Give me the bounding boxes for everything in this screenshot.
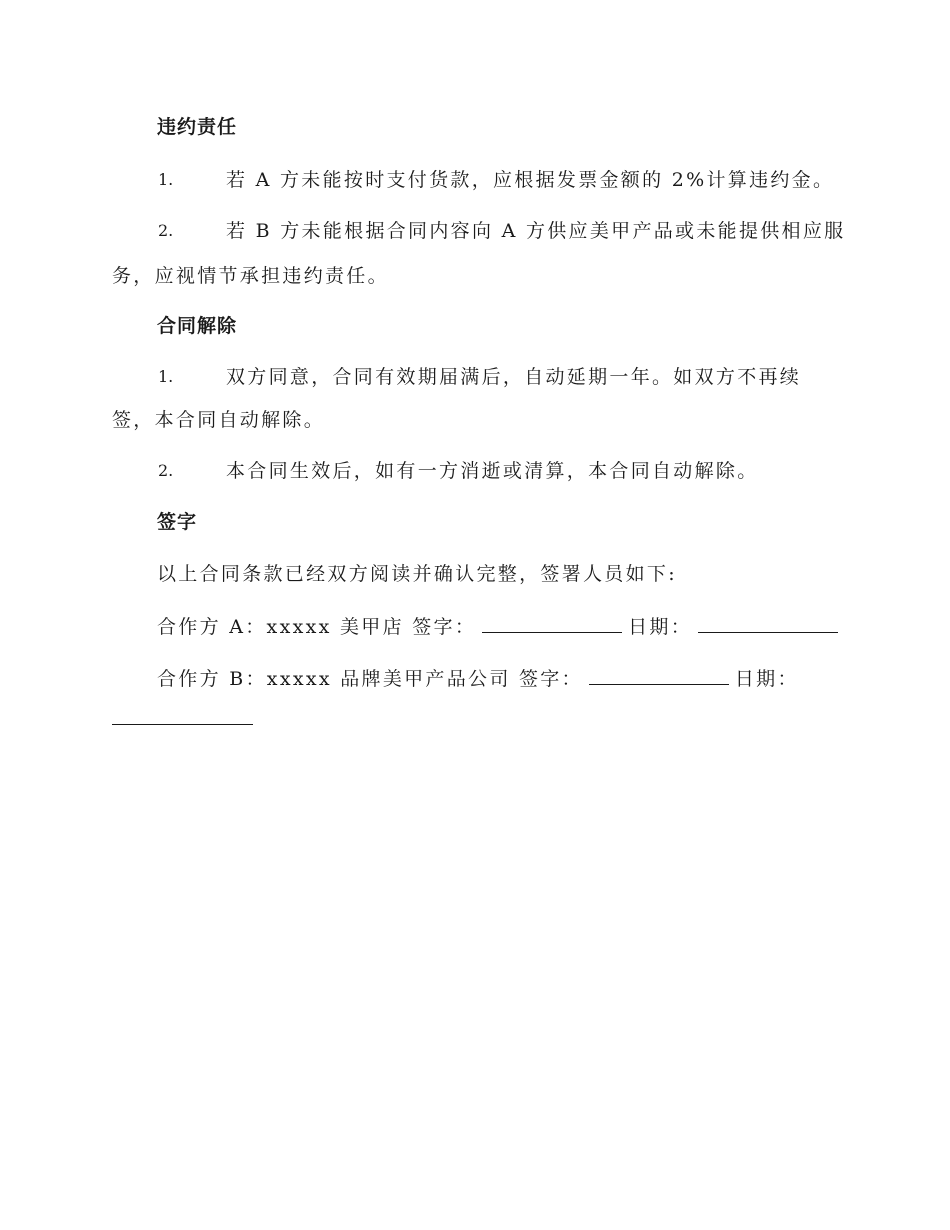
section-heading-signature: 签字: [157, 511, 198, 533]
list-number: 2.: [158, 461, 174, 480]
party-b-date-blank[interactable]: [112, 724, 253, 725]
list-item-text: 本合同生效后，如有一方消逝或清算，本合同自动解除。: [226, 460, 759, 482]
list-item-text-continued: 签，本合同自动解除。: [112, 409, 326, 431]
list-number: 1.: [158, 170, 174, 189]
list-item-text: 若 A 方未能按时支付货款，应根据发票金额的 2%计算违约金。: [226, 169, 835, 191]
party-b-signature-row: [157, 664, 799, 693]
party-a-date-blank[interactable]: [698, 612, 838, 633]
signature-intro: 以上合同条款已经双方阅读并确认完整，签署人员如下:: [157, 563, 677, 585]
list-number: 2.: [158, 221, 174, 240]
party-b-date-label: 日期：: [734, 668, 799, 690]
list-item-text: 双方同意，合同有效期届满后，自动延期一年。如双方不再续: [226, 366, 802, 388]
party-b-signature-blank[interactable]: [589, 664, 729, 685]
party-a-signature-row: [157, 612, 844, 641]
party-b-label: 合作方 B：xxxxx 品牌美甲产品公司 签字：: [157, 668, 583, 690]
section-heading-termination: 合同解除: [157, 315, 238, 337]
list-item-text: 若 B 方未能根据合同内容向 A 方供应美甲产品或未能提供相应服: [226, 220, 846, 242]
party-a-signature-blank[interactable]: [482, 612, 622, 633]
section-heading-breach: 违约责任: [157, 116, 238, 138]
party-a-label: 合作方 A：xxxxx 美甲店 签字：: [157, 616, 477, 638]
party-a-date-label: 日期：: [628, 616, 693, 638]
list-number: 1.: [158, 367, 174, 386]
list-item-text-continued: 务，应视情节承担违约责任。: [112, 265, 389, 287]
